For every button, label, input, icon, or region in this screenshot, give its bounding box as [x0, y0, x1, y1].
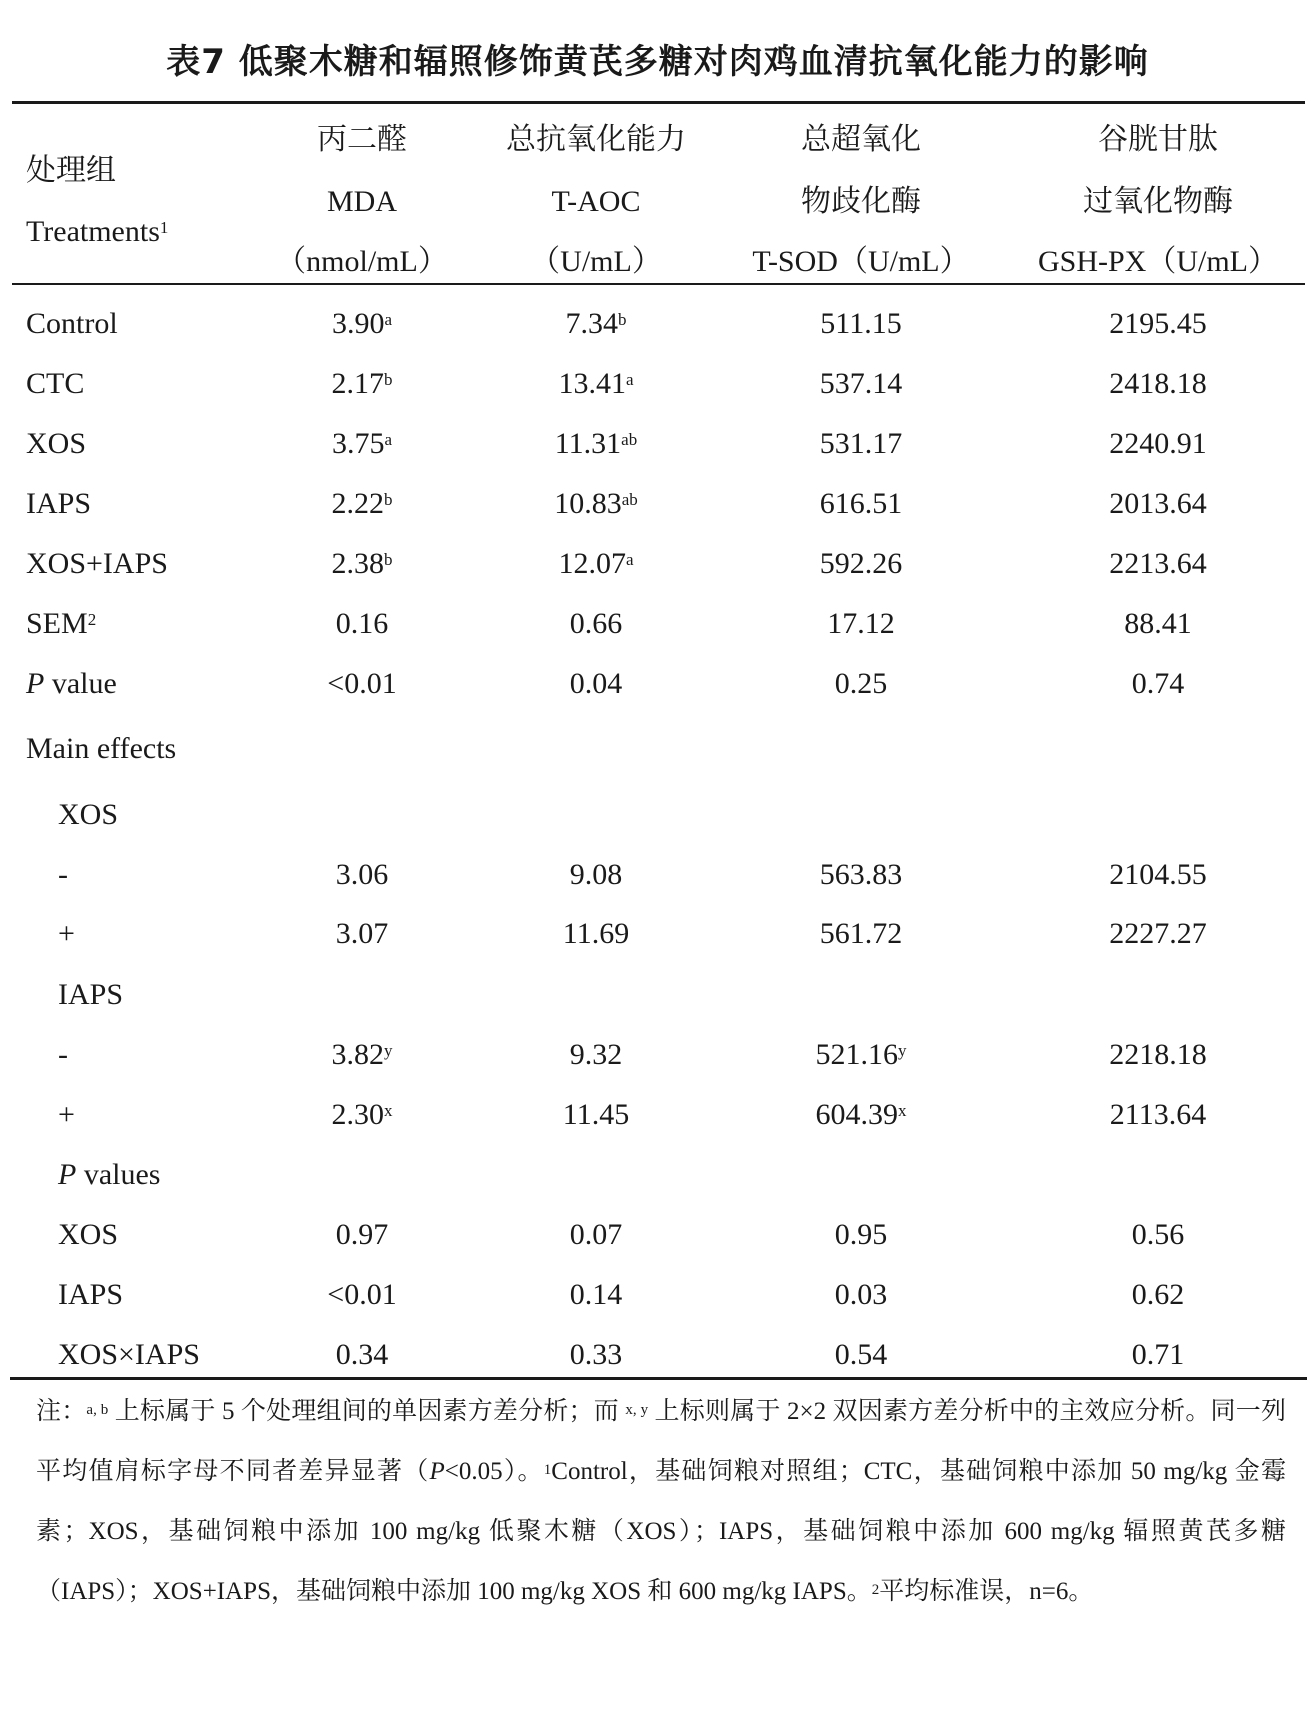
row-sign: - [58, 858, 68, 891]
header-treatments-en [26, 214, 168, 250]
cell-tsod: 604.39$^x$ [815, 1098, 907, 1131]
cell-mda: 2.30$^x$ [331, 1098, 393, 1131]
cell-tsod: 0.54 [834, 1338, 888, 1371]
cell-tsod: 0.03 [834, 1278, 888, 1311]
header-mda-zh: 丙二醛 [317, 123, 407, 156]
p-values-label: P values [58, 1158, 161, 1191]
cell-mda: 0.16 [335, 607, 389, 640]
main-effects-iaps-label: IAPS [58, 978, 124, 1011]
cell-gsh: 2227.27 [1109, 917, 1207, 950]
row-label: CTC [26, 367, 85, 400]
cell-taoc: 0.14 [569, 1278, 623, 1311]
cell-tsod: 561.72 [819, 917, 903, 950]
cell-tsod: 0.25 [834, 667, 888, 700]
header-gsh-zh1: 谷胱甘肽 [1098, 123, 1218, 156]
cell-tsod: 521.16$^y$ [815, 1038, 907, 1071]
row-sign: + [58, 1098, 75, 1131]
header-taoc-zh: 总抗氧化能力 [506, 123, 686, 156]
bottom-rule [10, 1377, 1307, 1380]
row-label: P value [26, 667, 117, 700]
cell-tsod: 616.51 [819, 487, 903, 520]
row-label: IAPS [26, 487, 92, 520]
cell-gsh: 2240.91 [1109, 427, 1207, 460]
cell-taoc: 9.32 [569, 1038, 623, 1071]
cell-gsh: 0.71 [1131, 1338, 1185, 1371]
cell-tsod: 537.14 [819, 367, 903, 400]
row-label: SEM$^2$ [26, 607, 97, 640]
header-tsod-zh1: 总超氧化 [801, 123, 921, 156]
cell-taoc: 0.07 [569, 1218, 623, 1251]
header-treatments-en-text: Treatments [26, 215, 160, 248]
cell-taoc: 0.66 [569, 607, 623, 640]
cell-tsod: 17.12 [827, 607, 895, 640]
cell-taoc: 11.69 [562, 917, 630, 950]
header-mda-unit: （nmol/mL） [276, 245, 448, 278]
cell-gsh: 2013.64 [1109, 487, 1207, 520]
header-gsh-zh2: 过氧化物酶 [1083, 185, 1233, 218]
cell-mda: 0.34 [335, 1338, 389, 1371]
header-tsod-zh2: 物歧化酶 [801, 185, 921, 218]
cell-tsod: 511.15 [820, 307, 902, 340]
cell-gsh: 2213.64 [1109, 547, 1207, 580]
cell-mda: <0.01 [327, 1278, 397, 1311]
cell-gsh: 0.56 [1131, 1218, 1185, 1251]
cell-gsh: 0.62 [1131, 1278, 1185, 1311]
cell-mda: 3.75$^a$ [331, 427, 393, 460]
cell-mda: 2.17$^b$ [331, 367, 393, 400]
cell-mda: 2.38$^b$ [331, 547, 393, 580]
cell-taoc: 13.41$^a$ [558, 367, 634, 400]
cell-tsod: 563.83 [819, 858, 903, 891]
row-label: XOS+IAPS [26, 547, 168, 580]
cell-mda: 2.22$^b$ [331, 487, 393, 520]
cell-taoc: 0.33 [569, 1338, 623, 1371]
cell-gsh: 0.74 [1131, 667, 1185, 700]
row-label: Control [26, 307, 118, 340]
cell-mda: 3.90$^a$ [331, 307, 393, 340]
main-effects-xos-label: XOS [58, 798, 119, 831]
row-label: XOS×IAPS [58, 1338, 200, 1371]
header-taoc-en: T-AOC [551, 185, 641, 218]
cell-taoc: 10.83$^{ab}$ [554, 487, 638, 520]
cell-taoc: 11.31$^{ab}$ [554, 427, 638, 460]
cell-mda: 3.82$^y$ [331, 1038, 393, 1071]
header-treatments-zh: 处理组 [26, 154, 116, 187]
top-rule [12, 101, 1305, 104]
cell-taoc: 11.45 [562, 1098, 630, 1131]
cell-gsh: 88.41 [1124, 607, 1192, 640]
cell-taoc: 7.34$^b$ [565, 307, 627, 340]
row-label: XOS [26, 427, 87, 460]
header-mda-en: MDA [326, 185, 398, 218]
header-taoc-unit: （U/mL） [530, 245, 662, 278]
cell-mda: 3.06 [335, 858, 389, 891]
cell-tsod: 0.95 [834, 1218, 888, 1251]
table-title: 表7 低聚木糖和辐照修饰黄芪多糖对肉鸡血清抗氧化能力的影响 [166, 42, 1149, 82]
main-effects-label: Main effects [26, 732, 177, 765]
cell-gsh: 2104.55 [1109, 858, 1207, 891]
cell-gsh: 2418.18 [1109, 367, 1207, 400]
header-tsod-unit: T-SOD（U/mL） [752, 245, 970, 278]
row-label: IAPS [58, 1278, 124, 1311]
cell-gsh: 2218.18 [1109, 1038, 1207, 1071]
cell-gsh: 2195.45 [1109, 307, 1207, 340]
header-rule [12, 283, 1305, 285]
table-footnote: 注：$^{a, b}$ 上标属于 5 个处理组间的单因素方差分析；而 $^{x, y}$ 上标则属于 2×2 双因素方差分析中的主效应分析。同一列平均值肩标字母不同者差异显著（P<0.05）。$^1$Control，基础饲粮对照组；CTC，基础饲粮中添加 50 mg/kg 金霉素；XOS，基础饲粮中添加 100 mg/kg 低聚木糖（XOS）；IAPS，基础饲粮中添加 600 mg/kg 辐照黄芪多糖（IAPS）；XOS+IAPS，基础饲粮中添加 100 mg/kg XOS 和 600 mg/kg IAPS。$^2$平均标准误，n=6。 [36, 1398, 1286, 1605]
header-gsh-unit: GSH-PX（U/mL） [1037, 245, 1279, 278]
cell-tsod: 592.26 [819, 547, 903, 580]
cell-gsh: 2113.64 [1109, 1098, 1207, 1131]
row-sign: + [58, 917, 75, 950]
cell-taoc: 0.04 [569, 667, 623, 700]
cell-tsod: 531.17 [819, 427, 903, 460]
row-label: XOS [58, 1218, 119, 1251]
cell-taoc: 9.08 [569, 858, 623, 891]
cell-mda: 0.97 [335, 1218, 389, 1251]
row-sign: - [58, 1038, 68, 1071]
cell-taoc: 12.07$^a$ [558, 547, 634, 580]
cell-mda: 3.07 [335, 917, 389, 950]
cell-mda: <0.01 [327, 667, 397, 700]
header-treatments-sup: 1 [159, 218, 169, 237]
